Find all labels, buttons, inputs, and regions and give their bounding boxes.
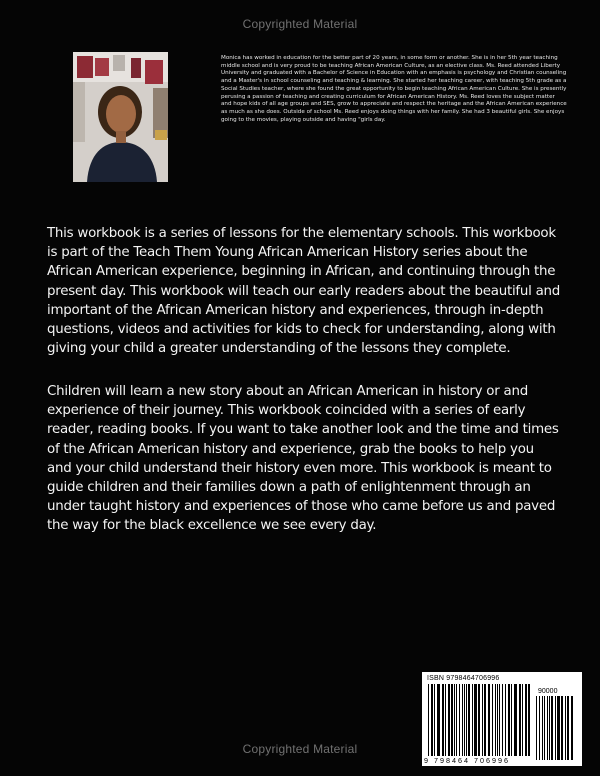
description-paragraph-2: Children will learn a new story about an African American in history or and experience of their journey. This workbook coincided with a series of early reader, reading books. If you want to take another look and the time and times of the African American history and experience, grab the books to help you and your child understand their history even more. This workbook is meant to guide children and their families down a path of enlightenment through an under taught history and experiences of those who came before us and paved the way for the black excellence we see every day. <box>47 384 559 534</box>
price-code: 90000 <box>538 688 558 695</box>
author-portrait-icon <box>73 52 168 182</box>
copyright-watermark-top: Copyrighted Material <box>242 17 358 31</box>
description-paragraph-1: This workbook is a series of lessons for the elementary schools. This workbook is part of the Teach Them Young African American History series about the African American experience, beginning in African, and continuing through the present day. This workbook will teach our early readers about the beautiful and important of the African American history and experiences, through in-depth questions, videos and activities for kids to check for understanding, along with giving your child a greater understanding of the lessons they complete. <box>47 226 561 357</box>
copyright-watermark-bottom: Copyrighted Material <box>242 742 358 756</box>
author-bio: Monica has worked in education for the better part of 20 years, in some form or another. She is in her 5th year teaching middle school and is very proud to be teaching African American Culture, as an elective class. Ms. Reed attended Liberty University and graduated with a Bachelor of Science in Education with an emphasis is psychology and Christian counseling and a Master's in school counseling and teaching & learning. She started her teaching career, with teaching 5th grade as a Social Studies teacher, where she found the great opportunity to begin teaching African American Culture. She is presently perusing a passion of teaching and creating curriculum for African American History. Ms. Reed loves the subject matter and hope kids of all age groups and SES, grow to appreciate and respect the heritage and the African American experience as much as she does. Outside of school Ms. Reed enjoys doing things with her family. She had 3 beautiful girls. She enjoys going to the movies, playing outside and having "girls day. <box>221 55 567 123</box>
author-photo <box>73 52 168 182</box>
isbn-label: ISBN 9798464706996 <box>427 675 500 682</box>
barcode-digits: 9 798464 706996 <box>424 756 510 765</box>
